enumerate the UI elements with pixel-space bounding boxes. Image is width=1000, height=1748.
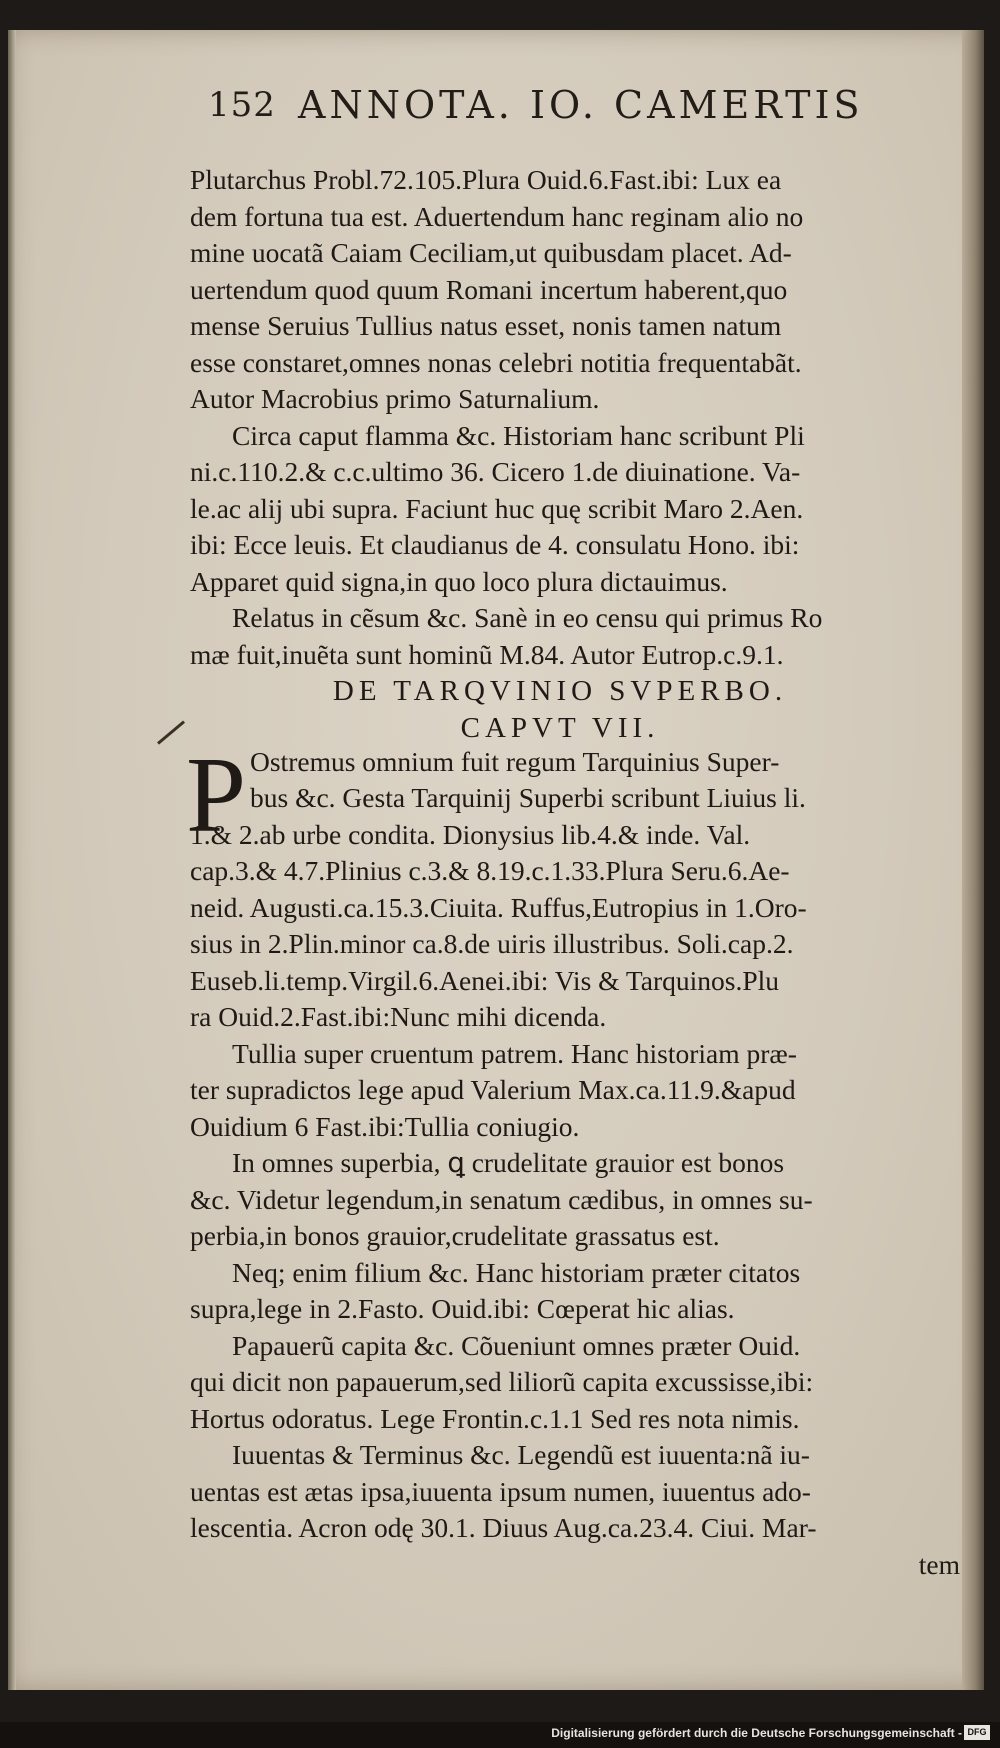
text-line: uertendum quod quum Romani incertum haberent,quo (190, 273, 788, 305)
text-line: In omnes superbia, ꝗ crudelitate grauior est bonos (232, 1147, 785, 1178)
text-line: Iuuentas & Terminus &c. Legendũ est iuuenta:nã iu- (232, 1439, 810, 1470)
text-line: sius in 2.Plin.minor ca.8.de uiris illustribus. Soli.cap.2. (190, 928, 794, 959)
dfg-logo-icon: DFG (964, 1725, 990, 1740)
text-line: Hortus odoratus. Lege Frontin.c.1.1 Sed res nota nimis. (190, 1402, 800, 1434)
text-line: qui dicit non papauerum,sed liliorũ capita excussisse,ibi: (190, 1366, 814, 1397)
text-line: le.ac alij ubi supra. Faciunt huc quę scribit Maro 2.Aen. (190, 492, 804, 524)
text-line: Plutarchus Probl.72.105.Plura Ouid.6.Fast.ibi: Lux ea (190, 164, 782, 195)
catchword: tem (918, 1548, 960, 1580)
text-line: &c. Videtur legendum,in senatum cædibus, in omnes su- (190, 1183, 813, 1215)
text-line: lescentia. Acron odę 30.1. Diuus Aug.ca.23.4. Ciui. Mar- (190, 1512, 817, 1543)
text-line: Papauerũ capita &c. Cõueniunt omnes præter Ouid. (232, 1329, 801, 1361)
text-line: mense Seruius Tullius natus esset, nonis tamen natum (190, 310, 782, 341)
chapter-number: CAPVT VII. (460, 711, 660, 744)
text-line: Neq; enim filium &c. Hanc historiam præter citatos (232, 1256, 801, 1288)
text-line: 1.& 2.ab urbe condita. Dionysius lib.4.& inde. Val. (190, 818, 751, 850)
text-line: Tullia super cruentum patrem. Hanc historiam præ- (232, 1037, 797, 1069)
text-line: cap.3.& 4.7.Plinius c.3.& 8.19.c.1.33.Plura Seru.6.Ae- (190, 855, 790, 886)
page-right-edge (962, 30, 984, 1690)
body-text (186, 162, 960, 1583)
text-line: Circa caput flamma &c. Historiam hanc scribunt Pli (232, 419, 805, 451)
text-line: ter supradictos lege apud Valerium Max.ca.11.9.&apud (190, 1074, 796, 1105)
text-line: Ostremus omnium fuit regum Tarquinius Super- (250, 745, 780, 777)
text-line: supra,lege in 2.Fasto. Ouid.ibi: Cœperat hic alias. (190, 1293, 735, 1324)
running-header (208, 75, 868, 135)
text-line: Relatus in cẽsum &c. Sanè in eo censu qui primus Ro (232, 602, 823, 633)
paragraph-2 (190, 418, 960, 601)
text-line: ni.c.110.2.& c.c.ultimo 36. Cicero 1.de diuinatione. Va- (190, 456, 801, 487)
text-line: dem fortuna tua est. Aduertendum hanc reginam alio no (190, 200, 804, 232)
paragraph-9 (190, 1437, 960, 1547)
text-line: mine uocatã Caiam Ceciliam,ut quibusdam placet. Ad- (190, 237, 792, 268)
text-line: esse constaret,omnes nonas celebri notitia frequentabãt. (190, 346, 802, 378)
chapter-heading: DE TARQVINIO SVPERBO. (332, 675, 788, 707)
text-line: ra Ouid.2.Fast.ibi:Nunc mihi dicenda. (190, 1001, 607, 1032)
text-line: Ouidium 6 Fast.ibi:Tullia coniugio. (190, 1110, 580, 1142)
text-line: perbia,in bonos grauior,crudelitate grassatus est. (190, 1220, 720, 1251)
page-number: 152 (208, 85, 276, 125)
text-line: Euseb.li.temp.Virgil.6.Aenei.ibi: Vis & Tarquinos.Plu (190, 964, 780, 996)
paragraph-3 (190, 600, 960, 673)
text-line: mæ fuit,inuẽta sunt hominũ M.84. Autor Eutrop.c.9.1. (190, 638, 784, 670)
text-line: Autor Macrobius primo Saturnalium. (190, 383, 600, 414)
paragraph-8 (190, 1328, 960, 1438)
paragraph-4 (186, 735, 960, 1036)
text-line: ibi: Ecce leuis. Et claudianus de 4. consulatu Hono. ibi: (190, 529, 800, 560)
text-line: uentas est ætas ipsa,iuuenta ipsum numen, iuuentus ado- (190, 1475, 811, 1507)
text-line: neid. Augusti.ca.15.3.Ciuita. Ruffus,Eutropius in 1.Oro- (190, 891, 807, 923)
digitization-credit: Digitalisierung gefördert durch die Deutsche Forschungsgemeinschaft - (551, 1726, 962, 1740)
drop-cap: P (186, 735, 247, 855)
page-left-edge (8, 30, 16, 1690)
paragraph-5 (190, 1036, 960, 1146)
text-line: bus &c. Gesta Tarquinij Superbi scribunt Liuius li. (250, 782, 806, 813)
text-line: Apparet quid signa,in quo loco plura dictauimus. (190, 565, 728, 597)
running-title: ANNOTA. IO. CAMERTIS (298, 83, 864, 127)
paragraph-7 (190, 1255, 960, 1328)
paragraph-1 (190, 162, 960, 418)
paragraph-6 (190, 1145, 960, 1255)
